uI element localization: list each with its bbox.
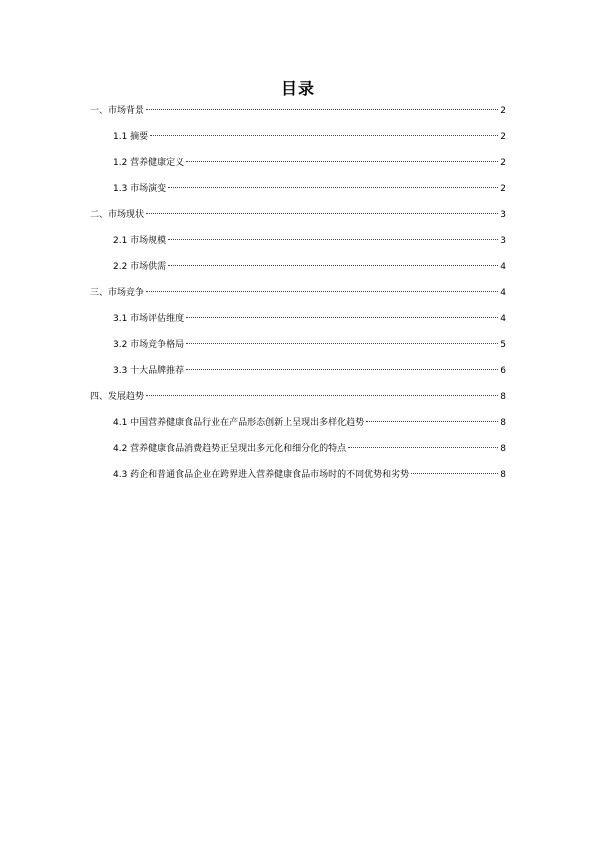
toc-dot-leader xyxy=(186,160,498,162)
toc-page-number: 8 xyxy=(500,470,506,480)
toc-entry-4-2[interactable] xyxy=(0,441,506,457)
toc-dot-leader xyxy=(411,472,498,474)
toc-entry-label: 一、市场背景 xyxy=(90,106,145,116)
toc-dot-leader xyxy=(186,316,498,318)
toc-entry-3-1[interactable] xyxy=(0,311,506,327)
toc-dot-leader xyxy=(168,186,498,188)
toc-entry-label: 三、市场竞争 xyxy=(90,288,145,298)
toc-entry-label: 3.1 市场评估维度 xyxy=(113,314,185,324)
toc-entry-4-3[interactable] xyxy=(0,467,506,483)
toc-entry-2-1[interactable] xyxy=(0,233,506,249)
toc-page-number: 2 xyxy=(500,132,506,142)
toc-page-number: 3 xyxy=(500,236,506,246)
toc-dot-leader xyxy=(186,342,498,344)
toc-page-number: 2 xyxy=(500,106,506,116)
toc-page-number: 8 xyxy=(500,392,506,402)
toc-page-number: 4 xyxy=(500,262,506,272)
toc-dot-leader xyxy=(348,446,498,448)
toc-entry-label: 4.2 营养健康食品消费趋势正呈现出多元化和细分化的特点 xyxy=(113,444,347,454)
toc-entry-label: 1.2 营养健康定义 xyxy=(113,158,185,168)
toc-entry-section-3[interactable] xyxy=(0,285,506,301)
toc-page-number: 2 xyxy=(500,158,506,168)
toc-entry-label: 二、市场现状 xyxy=(90,210,145,220)
toc-page-number: 2 xyxy=(500,184,506,194)
toc-entry-label: 2.2 市场供需 xyxy=(113,262,167,272)
toc-entry-label: 四、发展趋势 xyxy=(90,392,145,402)
toc-page-number: 3 xyxy=(500,210,506,220)
toc-dot-leader xyxy=(366,420,498,422)
toc-dot-leader xyxy=(186,368,498,370)
toc-dot-leader xyxy=(146,212,498,214)
toc-entry-3-3[interactable] xyxy=(0,363,506,379)
toc-page-number: 4 xyxy=(500,288,506,298)
toc-title: 目录 xyxy=(280,79,315,98)
toc-entry-section-2[interactable] xyxy=(0,207,506,223)
toc-entry-1-2[interactable] xyxy=(0,155,506,171)
toc-page-number: 4 xyxy=(500,314,506,324)
toc-entry-label: 2.1 市场规模 xyxy=(113,236,167,246)
toc-dot-leader xyxy=(146,108,498,110)
toc-dot-leader xyxy=(146,290,498,292)
toc-dot-leader xyxy=(150,134,498,136)
toc-entry-label: 1.1 摘要 xyxy=(113,132,149,142)
toc-page-number: 8 xyxy=(500,444,506,454)
toc-list xyxy=(0,103,596,503)
toc-dot-leader xyxy=(168,238,498,240)
toc-entry-label: 1.3 市场演变 xyxy=(113,184,167,194)
toc-entry-label: 3.2 市场竞争格局 xyxy=(113,340,185,350)
toc-entry-label: 4.1 中国营养健康食品行业在产品形态创新上呈现出多样化趋势 xyxy=(113,418,365,428)
toc-page-number: 8 xyxy=(500,418,506,428)
toc-page-number: 6 xyxy=(500,366,506,376)
toc-dot-leader xyxy=(146,394,498,396)
toc-entry-section-4[interactable] xyxy=(0,389,506,405)
toc-entry-3-2[interactable] xyxy=(0,337,506,353)
toc-entry-4-1[interactable] xyxy=(0,415,506,431)
toc-entry-1-1[interactable] xyxy=(0,129,506,145)
toc-page-number: 5 xyxy=(500,340,506,350)
toc-dot-leader xyxy=(168,264,498,266)
toc-entry-label: 3.3 十大品牌推荐 xyxy=(113,366,185,376)
toc-entry-section-1[interactable] xyxy=(0,103,506,119)
toc-entry-2-2[interactable] xyxy=(0,259,506,275)
toc-entry-1-3[interactable] xyxy=(0,181,506,197)
toc-entry-label: 4.3 药企和普通食品企业在跨界进入营养健康食品市场时的不同优势和劣势 xyxy=(113,470,410,480)
